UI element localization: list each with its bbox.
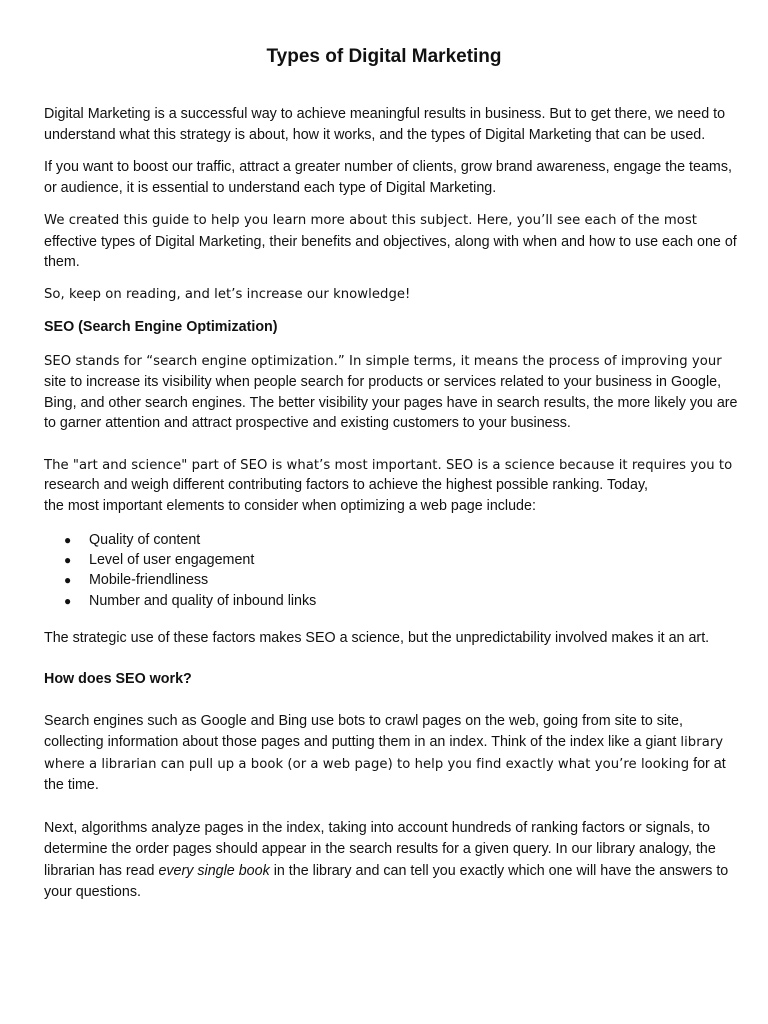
intro-paragraph-3-line-1: We created this guide to help you learn more about this subject. Here, you’ll see each of the most: [44, 213, 697, 228]
list-item: ● Mobile-friendliness: [44, 570, 738, 590]
intro-paragraph-2: If you want to boost our traffic, attract a greater number of clients, grow brand awareness, engage the teams, or audience, it is essential to understand each type of Digital Marketing.: [44, 159, 732, 196]
document-body: [44, 104, 738, 916]
seo-paragraph-2-line-1: The "art and science" part of SEO is what’s most important. SEO is a science because it requires you to: [44, 457, 733, 473]
how-seo-works-paragraph-1-line-3: library where a librarian can pull up a book (or a web page) to help you find exactly what you’re looking: [44, 735, 724, 772]
how-seo-works-paragraph-1: [44, 711, 738, 797]
bullet-icon: ●: [64, 593, 72, 608]
how-seo-works-paragraph-2-end: in the library and can tell you exactly which one will have the answers to your questions.: [44, 862, 729, 901]
seo-factors-list: [44, 530, 738, 611]
list-item: ● Level of user engagement: [44, 550, 738, 570]
seo-paragraph-1-rest: site to increase its visibility when people search for products or services related to your business in Google, Bing, and other search engines. The better visibility your pages have in search results, the more likely you are to garner attention and attract prospective and existing customers to your business.: [44, 374, 738, 431]
seo-paragraph-2-line-3: the most important elements to consider when optimizing a web page include:: [44, 497, 536, 514]
emphasis-text: every single book: [158, 862, 270, 879]
bullet-icon: ●: [64, 553, 72, 568]
seo-paragraph-1: [44, 351, 738, 434]
intro-paragraph-3-rest: effective types of Digital Marketing, their benefits and objectives, along with when and how to use each one of them.: [44, 233, 737, 270]
bullet-icon: ●: [64, 573, 72, 588]
bullet-icon: ●: [64, 533, 72, 547]
list-item: ● Quality of content: [44, 530, 738, 550]
seo-paragraph-2-line-2: research and weigh different contributing factors to achieve the highest possible ranking. Today,: [44, 477, 649, 493]
how-seo-works-paragraph-2: [44, 818, 738, 904]
page-title: Types of Digital Marketing: [266, 46, 502, 67]
how-seo-works-paragraph-1-line-4: for at the time.: [44, 755, 726, 794]
seo-paragraph-1-line-1: SEO stands for “search engine optimization.” In simple terms, it means the process of improving your: [44, 353, 722, 369]
how-seo-works-paragraph-1-lines-1-2: Search engines such as Google and Bing use bots to crawl pages on the web, going from site to site, collecting information about those pages and putting them in an index. Think of the index like a giant: [44, 712, 683, 751]
seo-heading: SEO (Search Engine Optimization): [44, 319, 278, 335]
intro-paragraph-3: [44, 210, 738, 273]
intro-paragraph-1: Digital Marketing is a successful way to achieve meaningful results in business. But to get there, we need to understand what this strategy is about, how it works, and the types of Digital Marketing that can be used.: [44, 106, 726, 143]
how-seo-works-paragraph-2-start: Next, algorithms analyze pages in the index, taking into account hundreds of ranking factors or signals, to determine the order pages should appear in the search results for a given query. In our library analogy, the librarian has read: [44, 819, 716, 879]
how-seo-works-heading: How does SEO work?: [44, 671, 192, 688]
intro-paragraph-4: So, keep on reading, and let’s increase our knowledge!: [44, 286, 411, 302]
list-item: ● Number and quality of inbound links: [44, 591, 738, 611]
seo-paragraph-2: [44, 455, 738, 517]
seo-paragraph-3: The strategic use of these factors makes SEO a science, but the unpredictability involved makes it an art.: [44, 629, 710, 646]
